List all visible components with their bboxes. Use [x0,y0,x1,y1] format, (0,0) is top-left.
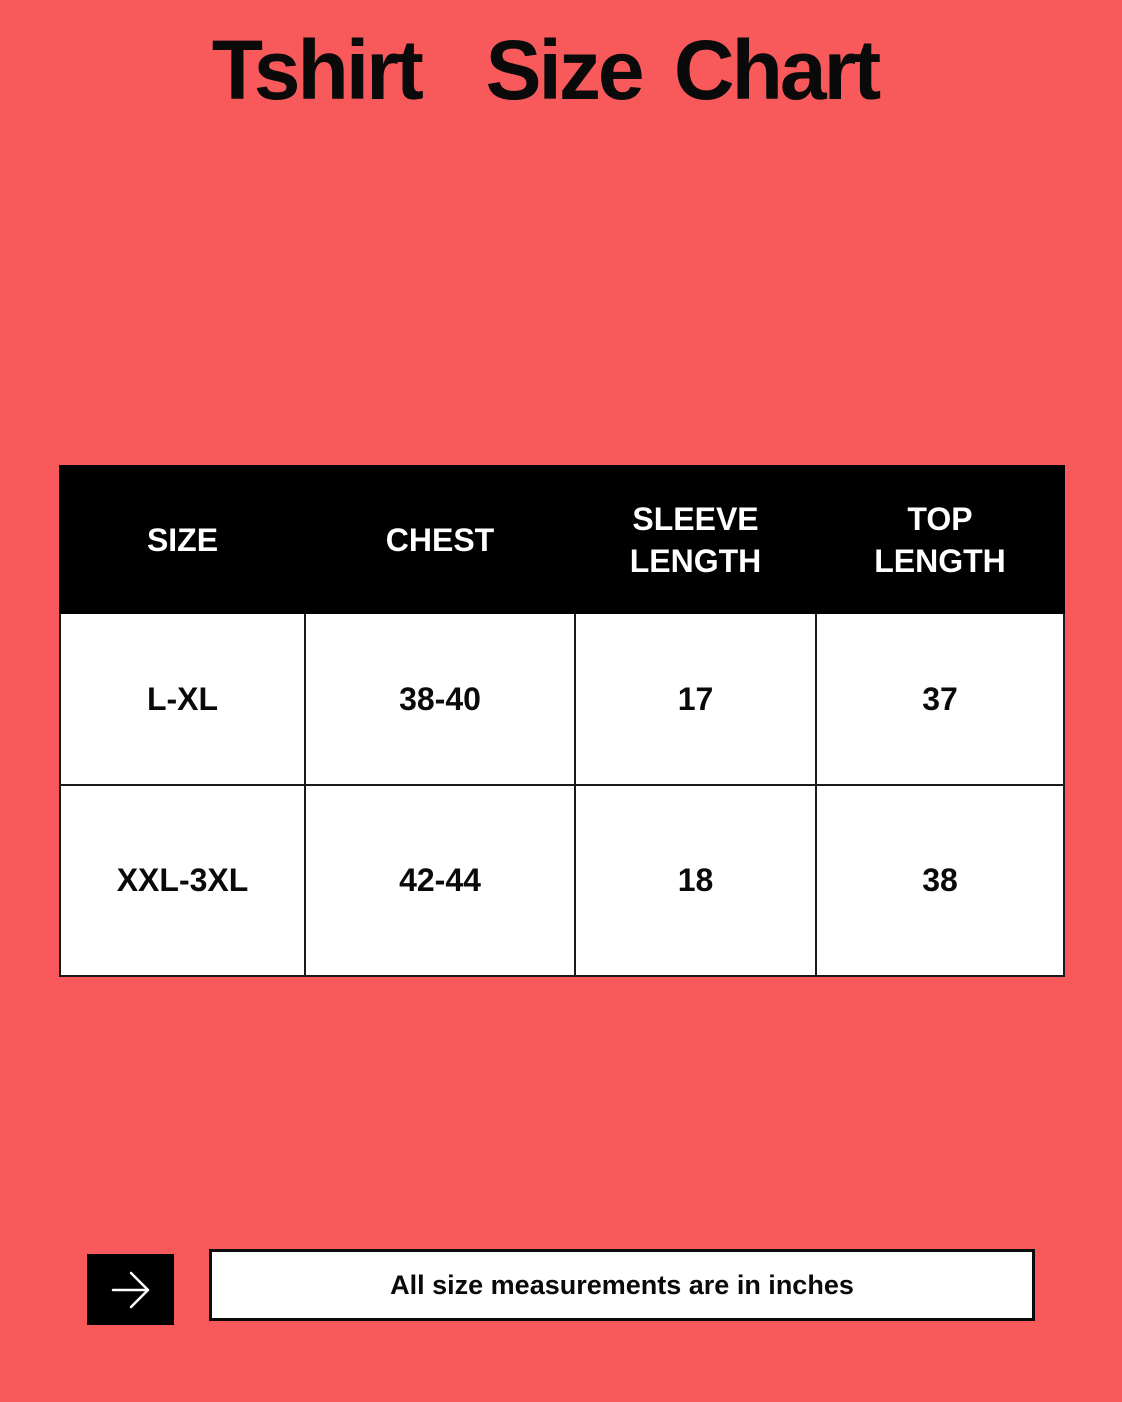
arrow-right-icon [87,1254,174,1325]
cell-top-length: 37 [816,613,1064,785]
header-size [60,466,305,613]
header-top-line2: LENGTH [874,542,1006,579]
header-top-line1: TOP [907,500,973,537]
table-header-row [60,466,1064,613]
cell-top-length: 38 [816,785,1064,976]
header-chest [305,466,575,613]
header-sleeve-line2: LENGTH [629,542,762,579]
measurement-note [209,1249,1035,1321]
cell-sleeve-length: 18 [575,785,816,976]
table-row [60,613,1064,785]
cell-size: L-XL [60,613,305,785]
table-row [60,785,1064,976]
measurement-note-text: All size measurements are in inches [390,1269,854,1300]
cell-size: XXL-3XL [60,785,305,976]
header-top-length [816,466,1064,613]
page-title: Tshirt Size Chart [211,23,879,117]
header-chest-label: CHEST [385,521,495,558]
cell-chest: 38-40 [305,613,575,785]
cell-sleeve-length: 17 [575,613,816,785]
header-size-label: SIZE [146,521,219,558]
cell-chest: 42-44 [305,785,575,976]
header-sleeve-length [575,466,816,613]
header-sleeve-line1: SLEEVE [632,500,759,537]
size-chart-table [59,465,1065,977]
arrow-right-icon-graphic [109,1268,153,1312]
